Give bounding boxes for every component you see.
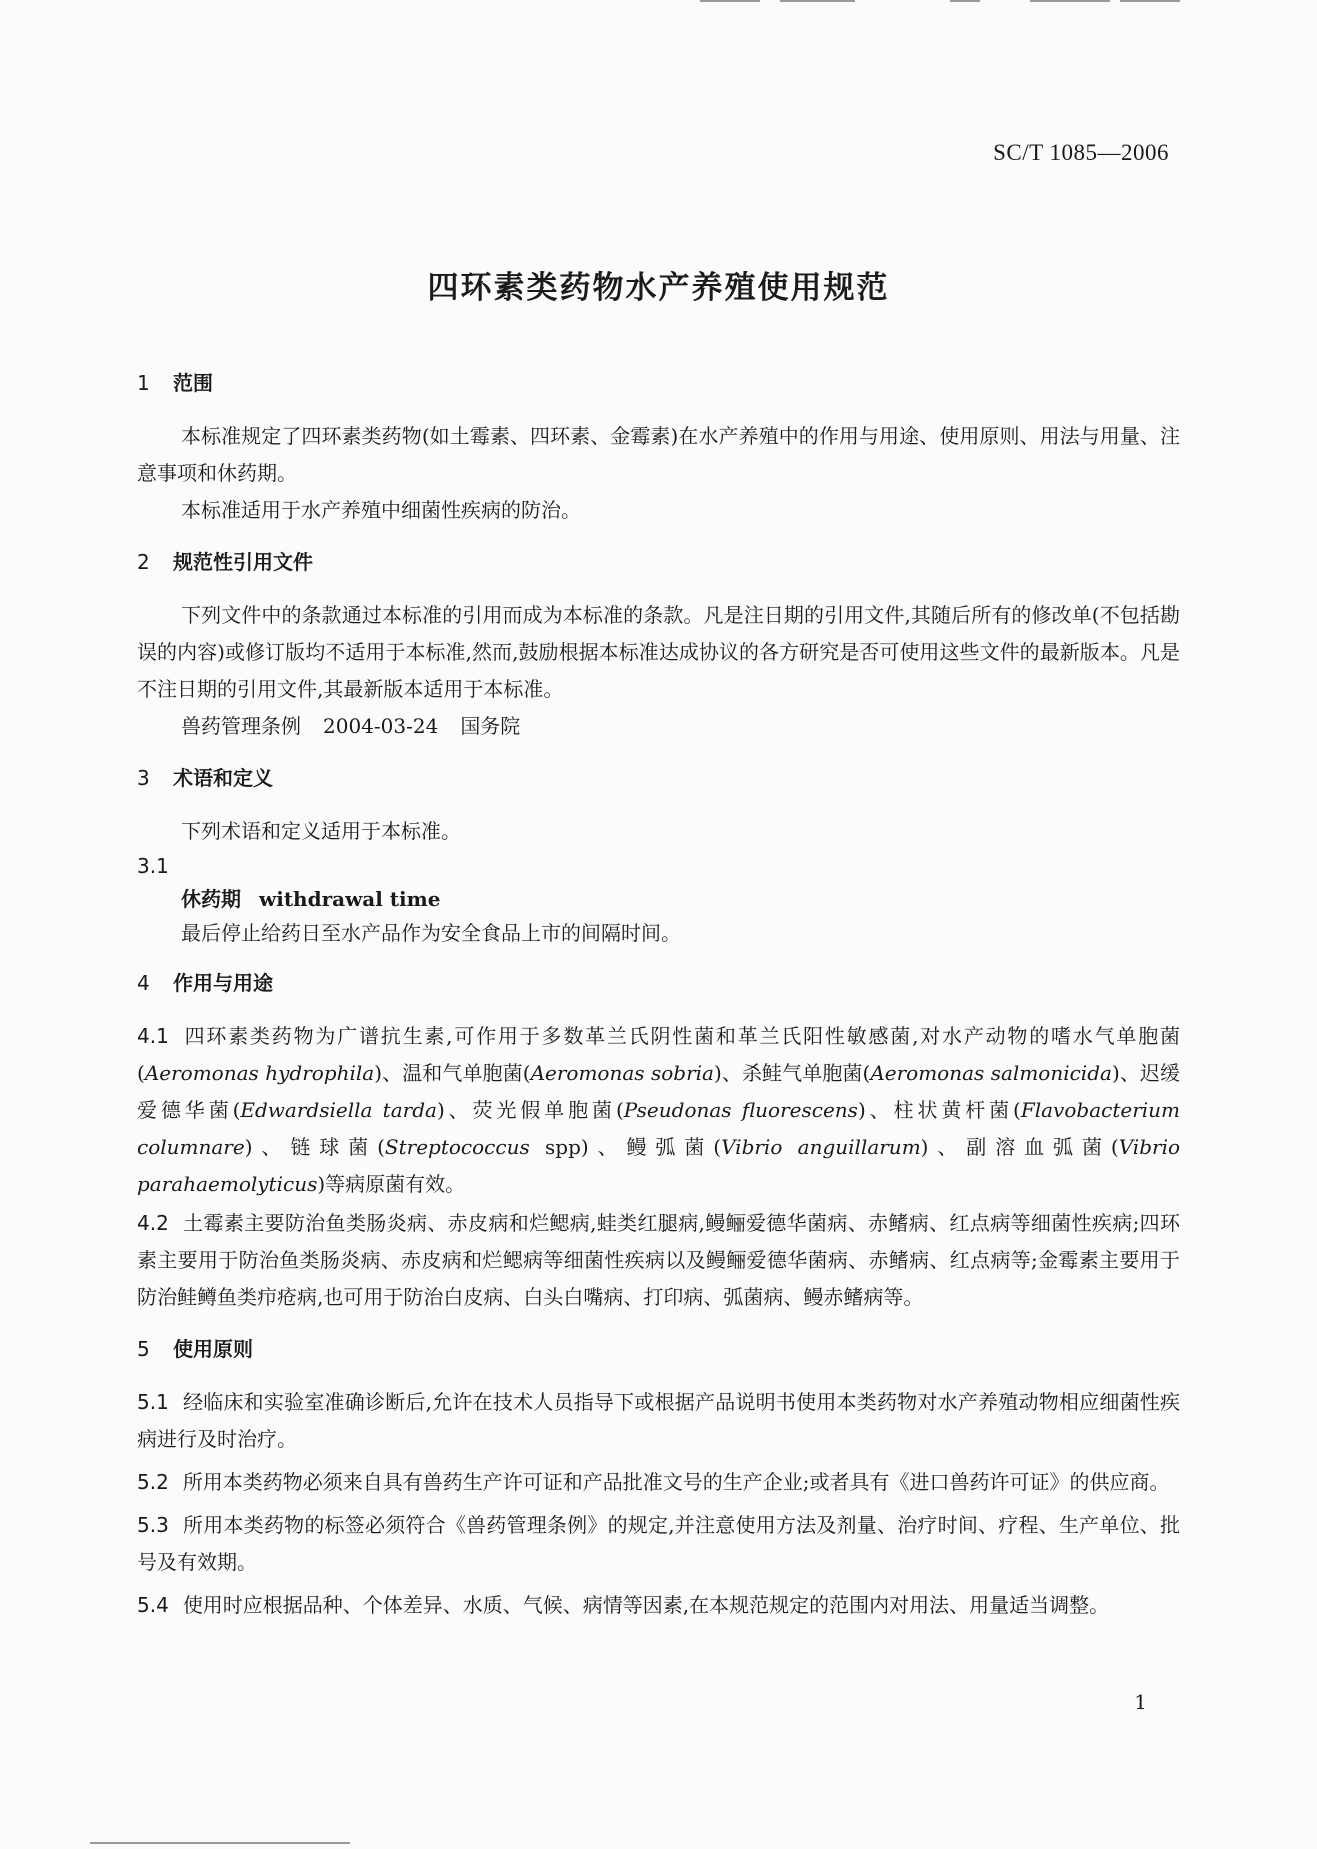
clause-5-2: 5.2 所用本类药物必须来自具有兽药生产许可证和产品批准文号的生产企业;或者具有《进口兽药许可证》的供应商。 (137, 1470, 1170, 1494)
section-heading-5: 5 使用原则 (137, 1337, 253, 1361)
paragraph: 下列术语和定义适用于本标准。 (181, 819, 461, 843)
clause-5-3: 5.3 所用本类药物的标签必须符合《兽药管理条例》的规定,并注意使用方法及剂量、治疗时间、疗程、生产单位、批号及有效期。 (137, 1513, 1180, 1574)
clause-5-4: 5.4 使用时应根据品种、个体差异、水质、气候、病情等因素,在本规范规定的范围内对用法、用量适当调整。 (137, 1593, 1110, 1617)
section-heading-4: 4 作用与用途 (137, 971, 273, 995)
term-entry: 休药期 withdrawal time (181, 887, 441, 911)
section-heading-2: 2 规范性引用文件 (137, 550, 313, 574)
scan-artifact (90, 1842, 350, 1844)
scan-artifact (1120, 0, 1180, 2)
paragraph: 下列文件中的条款通过本标准的引用而成为本标准的条款。凡是注日期的引用文件,其随后所有的修改单(不包括勘误的内容)或修订版均不适用于本标准,然而,鼓励根据本标准达成协议的各方研究是否可使用这些文件的最新版本。凡是不注日期的引用文件,其最新版本适用于本标准。 (137, 603, 1180, 701)
scan-artifact (700, 0, 760, 2)
document-body (137, 370, 1180, 1624)
section-heading-1: 1 范围 (137, 371, 213, 395)
section-heading-3: 3 术语和定义 (137, 766, 273, 790)
scan-artifact (950, 0, 980, 2)
standard-number: SC/T 1085—2006 (993, 140, 1169, 165)
paragraph: 本标准规定了四环素类药物(如土霉素、四环素、金霉素)在水产养殖中的作用与用途、使用原则、用法与用量、注意事项和休药期。 (137, 424, 1180, 485)
clause-4-1: 4.1 四环素类药物为广谱抗生素,可作用于多数革兰氏阴性菌和革兰氏阳性敏感菌,对水产动物的嗜水气单胞菌(Aeromonas hydrophila)、温和气单胞菌(Aeromonas sobria)、杀鲑气单胞菌(Aeromonas salmonicida)、迟缓爱德华菌(Edwardsiella tarda)、荧光假单胞菌(Pseudonas fluorescens)、柱状黄杆菌(Flavobacterium columnare)、链球菌(Streptococcus spp)、鳗弧菌(Vibrio anguillarum)、副溶血弧菌(Vibrio parahaemolyticus)等病原菌有效。 (137, 1024, 1181, 1196)
page-title: 四环素类药物水产养殖使用规范 (427, 270, 890, 306)
clause-4-2: 4.2 土霉素主要防治鱼类肠炎病、赤皮病和烂鳃病,蛙类红腿病,鳗鲡爱德华菌病、赤鳍病、红点病等细菌性疾病;四环素主要用于防治鱼类肠炎病、赤皮病和烂鳃病等细菌性疾病以及鳗鲡爱德华菌病、赤鳍病、红点病等;金霉素主要用于防治鲑鳟鱼类疖疮病,也可用于防治白皮病、白头白嘴病、打印病、弧菌病、鳗赤鳍病等。 (137, 1211, 1180, 1309)
page-number: 1 (1134, 1690, 1147, 1714)
reference-entry: 兽药管理条例 2004-03-24 国务院 (181, 714, 521, 738)
term-number: 3.1 (137, 854, 169, 878)
term-definition: 最后停止给药日至水产品作为安全食品上市的间隔时间。 (181, 921, 681, 945)
scan-artifact (780, 0, 855, 2)
scan-artifact (1030, 0, 1110, 2)
clause-5-1: 5.1 经临床和实验室准确诊断后,允许在技术人员指导下或根据产品说明书使用本类药物对水产养殖动物相应细菌性疾病进行及时治疗。 (137, 1390, 1180, 1451)
paragraph: 本标准适用于水产养殖中细菌性疾病的防治。 (181, 498, 581, 522)
